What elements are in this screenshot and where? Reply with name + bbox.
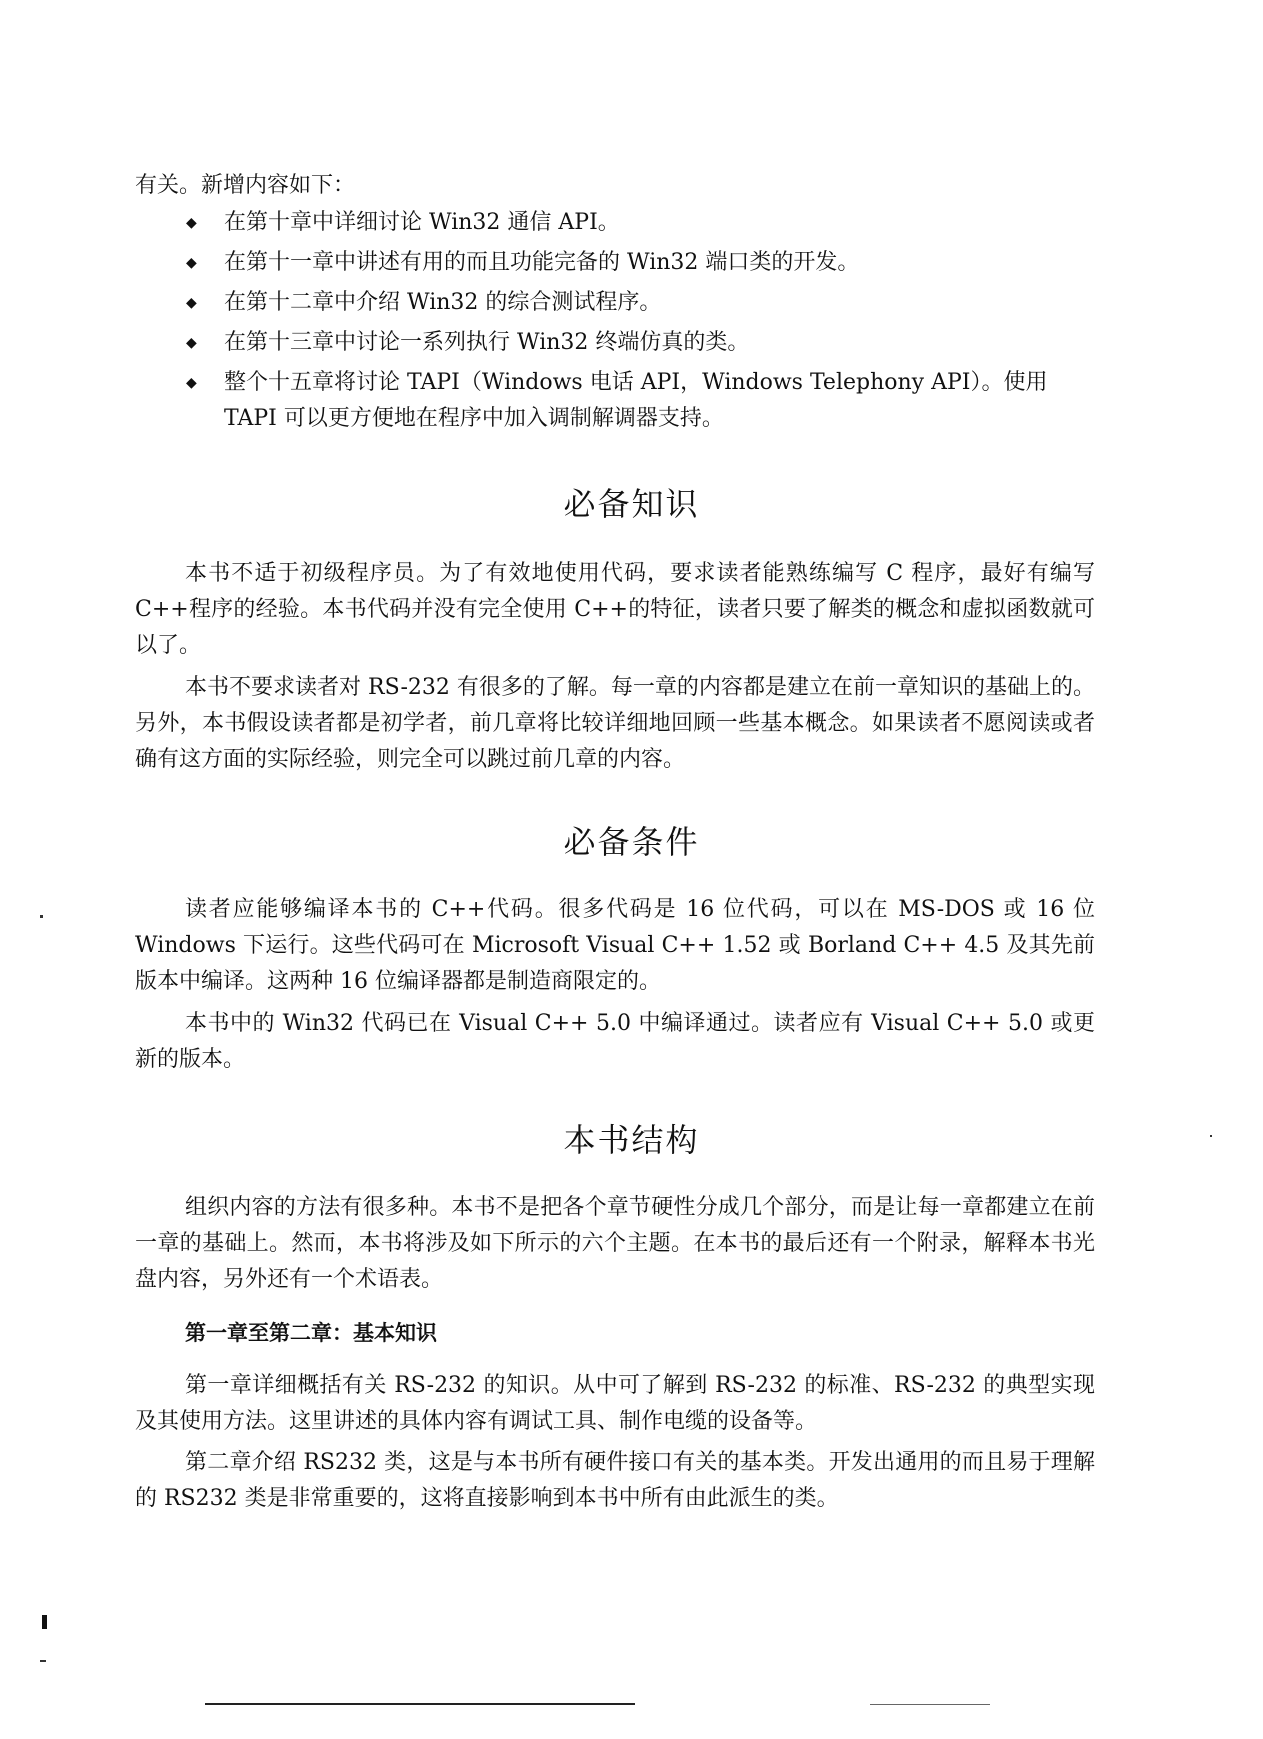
list-item-text: 在第十一章中讲述有用的而且功能完备的 Win32 端口类的开发。: [224, 250, 860, 275]
intro-lead: 有关。新增内容如下：: [135, 173, 356, 198]
list-item-text: 整个十五章将讨论 TAPI（Windows 电话 API，Windows Telephony API）。使用 TAPI 可以更方便地在程序中加入调制解调器支持。: [224, 370, 1048, 431]
subheading-chapters-1-2: 第一章至第二章：基本知识: [185, 1320, 437, 1345]
diamond-bullet-icon: ◆: [186, 375, 197, 391]
list-item: [180, 365, 1095, 437]
list-item-text: 在第十二章中介绍 Win32 的综合测试程序。: [224, 290, 662, 315]
section-heading-prerequisite-conditions: 必备条件: [563, 823, 700, 861]
footer-rule: [205, 1703, 635, 1705]
list-item: [180, 205, 1095, 241]
paragraph: 读者应能够编译本书的 C++代码。很多代码是 16 位代码，可以在 MS-DOS 或 16 位 Windows 下运行。这些代码可在 Microsoft Visual C++ 1.52 或 Borland C++ 4.5 及其先前版本中编译。这两种 16 位编译器都是制造商限定的。: [135, 897, 1095, 994]
scan-speck: [40, 915, 43, 918]
diamond-bullet-icon: ◆: [186, 255, 197, 271]
list-item-text: 在第十三章中讨论一系列执行 Win32 终端仿真的类。: [224, 330, 750, 355]
scan-speck: [42, 1615, 47, 1629]
section-heading-prerequisite-knowledge: 必备知识: [563, 485, 700, 523]
list-item: [180, 325, 1095, 361]
diamond-bullet-icon: ◆: [186, 335, 197, 351]
new-content-list: [180, 205, 1095, 441]
section-heading-book-structure: 本书结构: [563, 1121, 700, 1159]
paragraph: 本书中的 Win32 代码已在 Visual C++ 5.0 中编译通过。读者应有 Visual C++ 5.0 或更新的版本。: [135, 1011, 1095, 1072]
footer-rule-short: [870, 1704, 990, 1705]
diamond-bullet-icon: ◆: [186, 295, 197, 311]
diamond-bullet-icon: ◆: [186, 215, 197, 231]
scan-speck: [40, 1660, 46, 1662]
list-item: [180, 245, 1095, 281]
scan-speck: [1210, 1135, 1212, 1137]
paragraph: 本书不适于初级程序员。为了有效地使用代码，要求读者能熟练编写 C 程序，最好有编写 C++程序的经验。本书代码并没有完全使用 C++的特征，读者只要了解类的概念和虚拟函数就可以了。: [135, 561, 1095, 658]
paragraph: 组织内容的方法有很多种。本书不是把各个章节硬性分成几个部分，而是让每一章都建立在前一章的基础上。然而，本书将涉及如下所示的六个主题。在本书的最后还有一个附录，解释本书光盘内容，另外还有一个术语表。: [135, 1195, 1095, 1292]
paragraph: 第一章详细概括有关 RS-232 的知识。从中可了解到 RS-232 的标准、RS-232 的典型实现及其使用方法。这里讲述的具体内容有调试工具、制作电缆的设备等。: [135, 1373, 1095, 1434]
paragraph: 本书不要求读者对 RS-232 有很多的了解。每一章的内容都是建立在前一章知识的基础上的。另外，本书假设读者都是初学者，前几章将比较详细地回顾一些基本概念。如果读者不愿阅读或者确有这方面的实际经验，则完全可以跳过前几章的内容。: [135, 675, 1095, 772]
list-item-text: 在第十章中详细讨论 Win32 通信 API。: [224, 210, 620, 235]
list-item: [180, 285, 1095, 321]
paragraph: 第二章介绍 RS232 类，这是与本书所有硬件接口有关的基本类。开发出通用的而且易于理解的 RS232 类是非常重要的，这将直接影响到本书中所有由此派生的类。: [135, 1450, 1095, 1511]
